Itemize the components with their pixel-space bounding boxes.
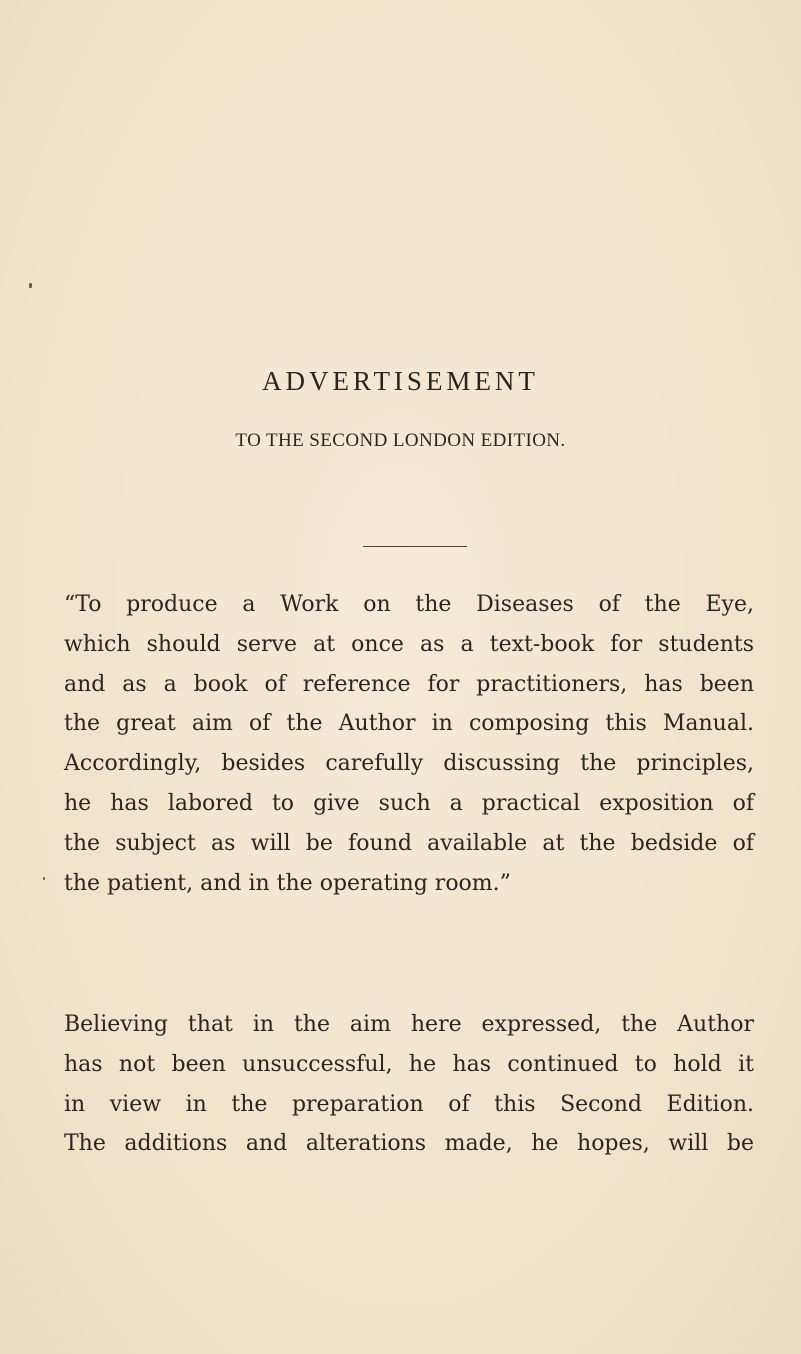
paragraph-1	[64, 585, 754, 903]
divider-rule	[363, 546, 467, 547]
text-line: the subject as will be found available at the bedside of	[64, 830, 754, 856]
text-line: in view in the preparation of this Second Edition.	[64, 1091, 754, 1117]
page-speck	[43, 877, 45, 880]
text-line: the patient, and in the operating room.”	[64, 870, 511, 896]
page-speck	[29, 283, 32, 288]
text-line: and as a book of reference for practitioners, has been	[64, 671, 754, 697]
text-line: the great aim of the Author in composing this Manual.	[64, 711, 754, 737]
paragraph-2	[64, 1005, 754, 1164]
page-subtitle: TO THE SECOND LONDON EDITION.	[235, 430, 566, 451]
page-title: ADVERTISEMENT	[262, 366, 539, 396]
text-line: The additions and alterations made, he hopes, will be	[64, 1131, 754, 1157]
text-line: Believing that in the aim here expressed, the Author	[64, 1012, 754, 1037]
text-line: which should serve at once as a text-book for students	[64, 631, 754, 657]
text-line: he has labored to give such a practical exposition of	[64, 790, 754, 816]
text-line: “To produce a Work on the Diseases of the Eye,	[64, 592, 754, 617]
text-line: Accordingly, besides carefully discussing the principles,	[64, 751, 754, 777]
text-line: has not been unsuccessful, he has continued to hold it	[64, 1051, 754, 1077]
